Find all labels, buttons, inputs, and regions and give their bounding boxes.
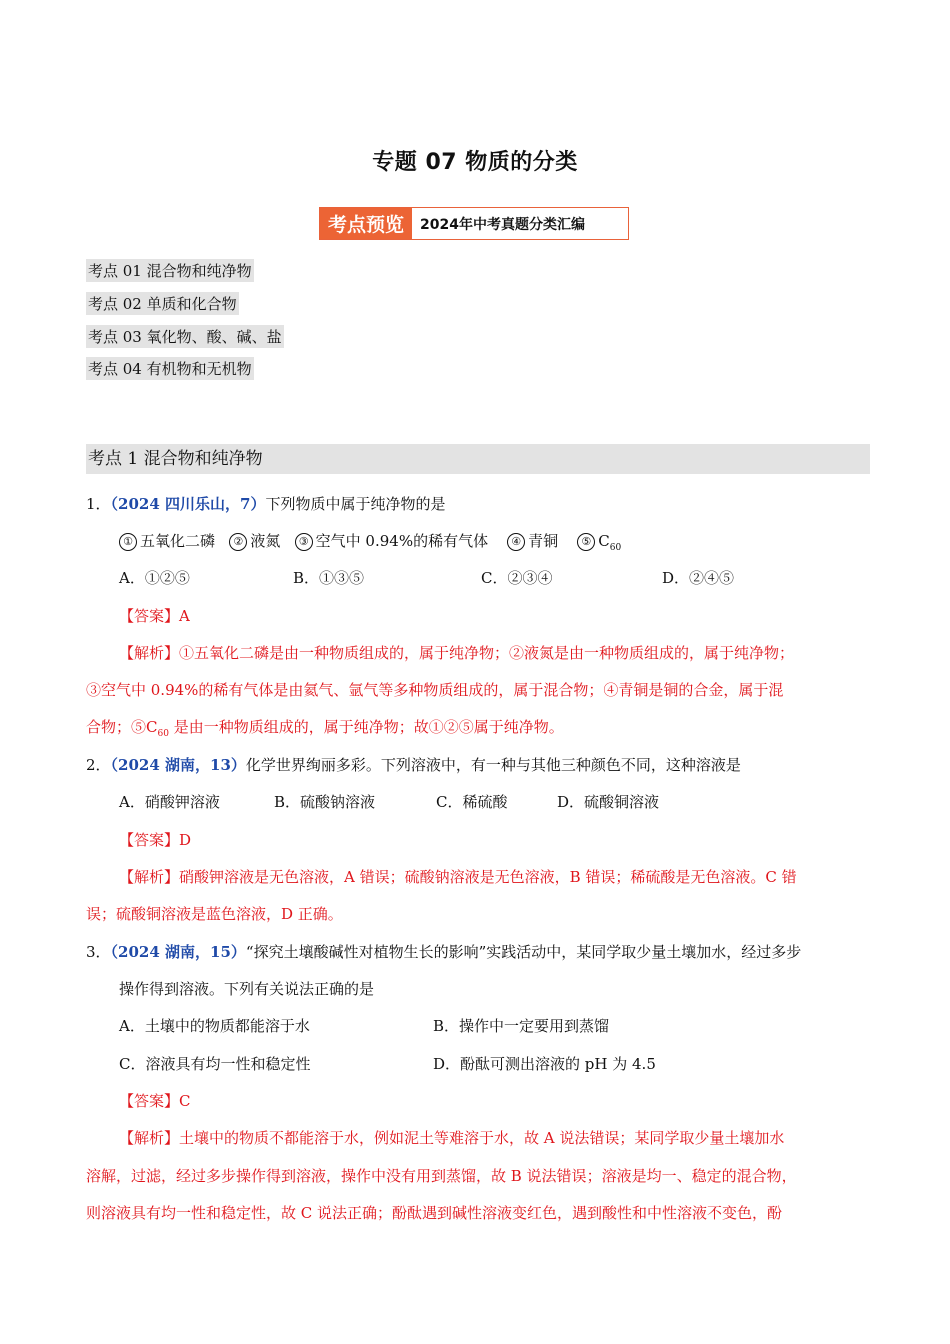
section-heading: 考点 1 混合物和纯净物 — [86, 444, 870, 474]
q3-option-b: B．操作中一定要用到蒸馏 — [433, 1017, 610, 1035]
q2-number: 2． — [86, 756, 111, 774]
toc-item-4[interactable]: 考点 04 有机物和无机物 — [86, 357, 254, 380]
question-1 — [86, 493, 445, 514]
q2-stem: 化学世界绚丽多彩。下列溶液中，有一种与其他三种颜色不同，这种溶液是 — [245, 756, 741, 774]
q1-explanation-1: 【解析】①五氧化二磷是由一种物质组成的，属于纯净物；②液氮是由一种物质组成的，属于纯净物； — [119, 644, 795, 662]
q1-option-a: A．①②⑤ — [119, 569, 190, 587]
q3-explanation-1: 【解析】土壤中的物质不都能溶于水，例如泥土等难溶于水，故 A 说法错误；某同学取少量土壤加水 — [119, 1129, 785, 1147]
q1-stem: 下列物质中属于纯净物的是 — [265, 495, 446, 513]
preview-banner — [319, 207, 629, 240]
q1-answer: 【答案】A — [119, 607, 190, 625]
banner-tag: 考点预览 — [320, 208, 412, 239]
q1-explanation-2: ③空气中 0.94%的稀有气体是由氦气、氩气等多种物质组成的，属于混合物；④青铜是铜的合金，属于混 — [86, 681, 784, 699]
q1-item-4: ④ 青铜 — [507, 532, 558, 550]
toc-item-2[interactable]: 考点 02 单质和化合物 — [86, 292, 239, 315]
q3-stem-2: 操作得到溶液。下列有关说法正确的是 — [119, 980, 375, 998]
q1-option-b: B．①③⑤ — [293, 569, 365, 587]
page-title: 专题 07 物质的分类 — [372, 150, 578, 175]
q3-explanation-2: 溶解，过滤，经过多步操作得到溶液，操作中没有用到蒸馏，故 B 说法错误；溶液是均一、稳定的混合物， — [86, 1167, 797, 1185]
q3-option-d: D．酚酞可测出溶液的 pH 为 4.5 — [433, 1055, 656, 1073]
q3-option-c: C．溶液具有均一性和稳定性 — [119, 1055, 311, 1073]
question-2 — [86, 754, 741, 775]
toc-item-3[interactable]: 考点 03 氧化物、酸、碱、盐 — [86, 325, 284, 348]
q3-stem-1: “探究土壤酸碱性对植物生长的影响”实践活动中，某同学取少量土壤加水，经过多步 — [245, 943, 802, 961]
q1-explanation-3: 合物；$⑤C_{60}$ 是由一种物质组成的，属于纯净物；故①②⑤属于纯净物。 — [86, 718, 564, 739]
q1-option-c: C．②③④ — [481, 569, 553, 587]
q1-item-3: ③ 空气中 0.94%的稀有气体 — [295, 532, 488, 550]
question-3 — [86, 941, 801, 962]
q3-number: 3． — [86, 943, 111, 961]
q2-option-c: C．稀硫酸 — [436, 793, 508, 811]
q3-source: （2024 湖南，15） — [110, 943, 246, 961]
q1-items — [119, 530, 621, 553]
q3-answer: 【答案】C — [119, 1092, 191, 1110]
q2-explanation-1: 【解析】硝酸钾溶液是无色溶液，A 错误；硫酸钠溶液是无色溶液，B 错误；稀硫酸是无色溶液。C 错 — [119, 868, 797, 886]
q2-option-d: D．硫酸铜溶液 — [557, 793, 660, 811]
q2-source: （2024 湖南，13） — [110, 756, 246, 774]
q1-option-d: D．②④⑤ — [662, 569, 735, 587]
q1-item-1: ① 五氧化二磷 — [119, 532, 215, 550]
q2-explanation-2: 误；硫酸铜溶液是蓝色溶液，D 正确。 — [86, 905, 343, 923]
toc-item-1[interactable]: 考点 01 混合物和纯净物 — [86, 259, 254, 282]
banner-subtitle: 2024年中考真题分类汇编 — [420, 216, 585, 233]
q3-explanation-3: 则溶液具有均一性和稳定性，故 C 说法正确；酚酞遇到碱性溶液变红色，遇到酸性和中性溶液不变色，酚 — [86, 1204, 783, 1222]
q2-option-b: B．硫酸钠溶液 — [274, 793, 376, 811]
q2-answer: 【答案】D — [119, 831, 192, 849]
q3-option-a: A．土壤中的物质都能溶于水 — [119, 1017, 310, 1035]
q1-source: （2024 四川乐山，7） — [110, 495, 266, 513]
q1-number: 1． — [86, 495, 111, 513]
q1-item-5: ⑤ $C_{60}$ — [577, 532, 621, 550]
q2-option-a: A．硝酸钾溶液 — [119, 793, 220, 811]
q1-item-2: ② 液氮 — [229, 532, 280, 550]
